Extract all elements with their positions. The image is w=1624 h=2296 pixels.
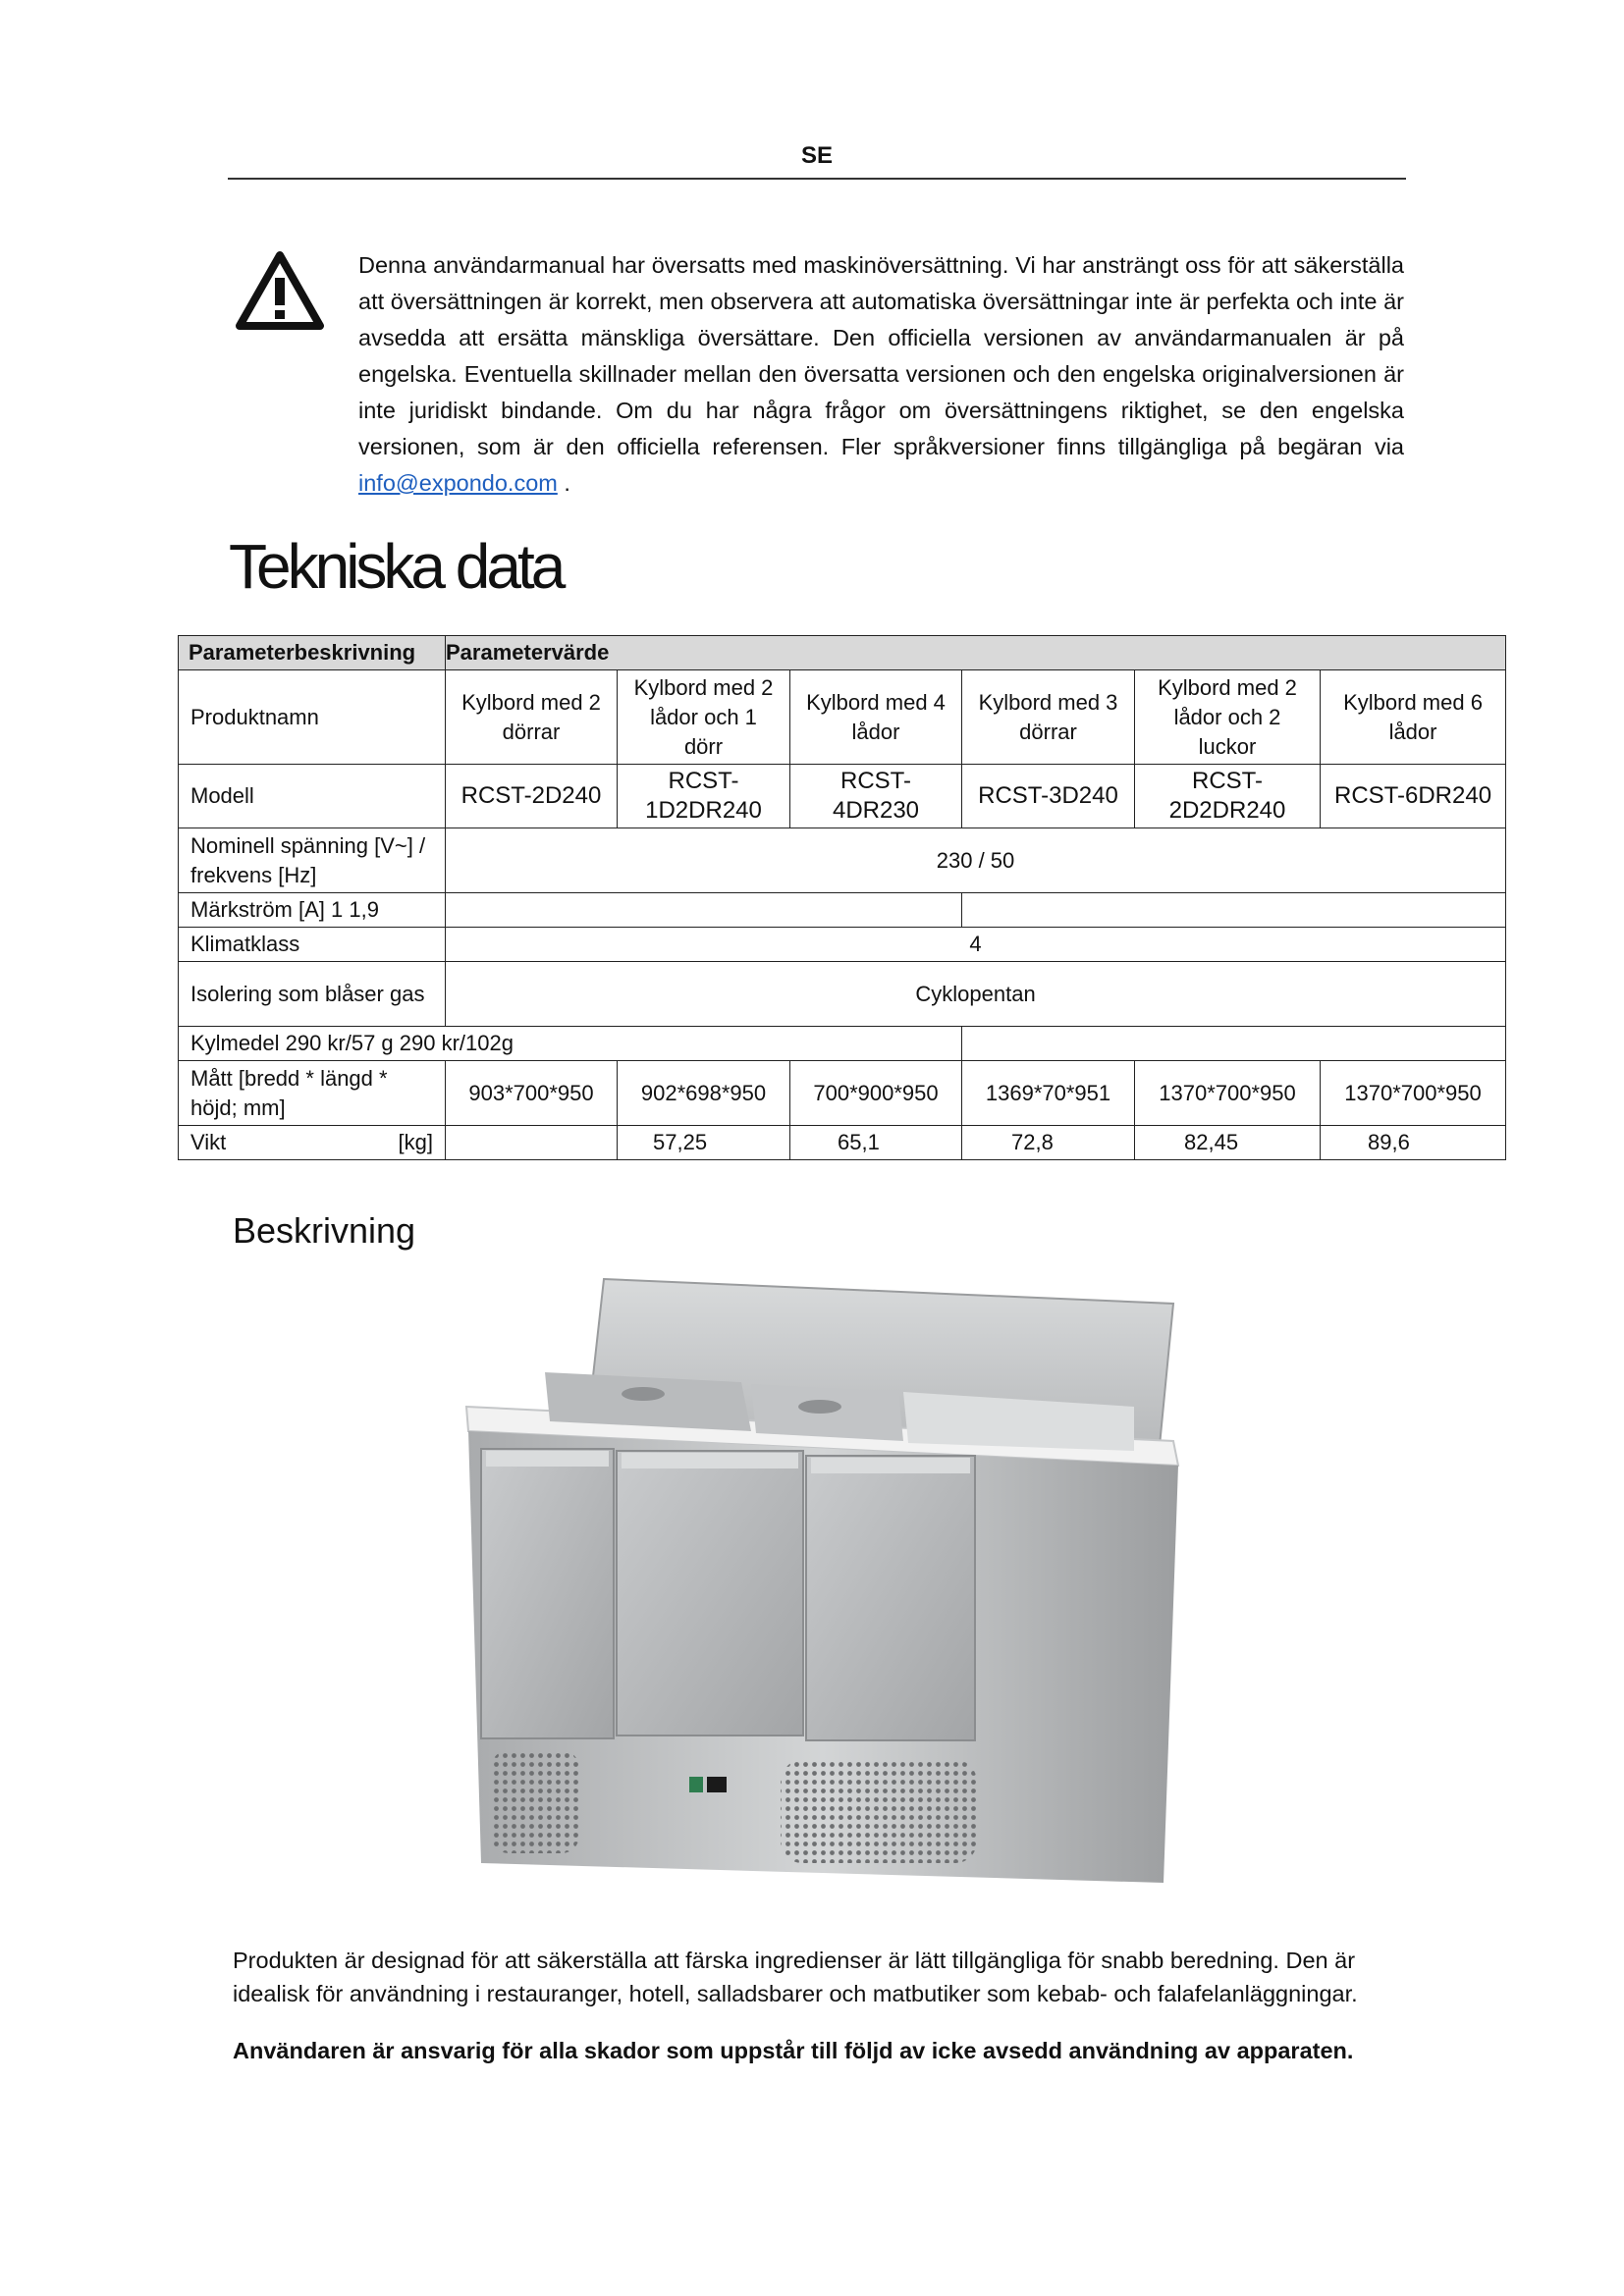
- table-row: [179, 928, 1506, 962]
- email-link[interactable]: info@expondo.com: [358, 470, 558, 496]
- section-heading: Beskrivning: [233, 1210, 416, 1251]
- table-cell: RCST-2D240: [446, 765, 618, 828]
- warning-icon: [236, 250, 324, 331]
- table-cell: [446, 893, 962, 928]
- table-cell: [962, 893, 1506, 928]
- row-label: Modell: [179, 765, 446, 828]
- table-row: [179, 1061, 1506, 1126]
- table-cell: 230 / 50: [446, 828, 1506, 893]
- table-cell: 89,6: [1321, 1126, 1506, 1160]
- table-cell: 902*698*950: [618, 1061, 790, 1126]
- page-language-header: SE: [800, 142, 833, 169]
- row-label: Isolering som blåser gas: [179, 962, 446, 1027]
- table-cell: 903*700*950: [446, 1061, 618, 1126]
- table-cell: 57,25: [618, 1126, 790, 1160]
- table-header-row: [179, 636, 1506, 670]
- table-cell: 1370*700*950: [1135, 1061, 1321, 1126]
- table-row: [179, 962, 1506, 1027]
- table-row: [179, 828, 1506, 893]
- table-row: [179, 893, 1506, 928]
- translation-notice: [358, 247, 1404, 502]
- table-cell: Kylbord med 2 lådor och 2 luckor: [1135, 670, 1321, 765]
- table-cell: Kylbord med 2 lådor och 1 dörr: [618, 670, 790, 765]
- header-value: Parametervärde: [446, 636, 1506, 670]
- table-row: [179, 765, 1506, 828]
- table-cell: RCST-1D2DR240: [618, 765, 790, 828]
- notice-end: .: [557, 470, 570, 496]
- table-cell: Kylbord med 3 dörrar: [962, 670, 1135, 765]
- row-label: Märkström [A] 1 1,9: [179, 893, 446, 928]
- row-label: Kylmedel 290 kr/57 g 290 kr/102g: [179, 1027, 962, 1061]
- weight-unit: [kg]: [398, 1130, 433, 1154]
- table-cell: Kylbord med 4 lådor: [790, 670, 962, 765]
- header-rule: [228, 178, 1406, 180]
- notice-text: Denna användarmanual har översatts med maskinöversättning. Vi har ansträngt oss för att säkerställa att översättningen är korrekt, men observera att automatiska översättningar inte är perfekta och inte är avsedda att ersätta mänskliga översättare. Den officiella versionen av användarmanualen är på engelska. Eventuella skillnader mellan den översatta versionen och den engelska originalversionen är inte juridiskt bindande. Om du har några frågor om översättningens riktighet, se den engelska versionen, som är den officiella referensen. Fler språkversioner finns tillgängliga på begäran via: [358, 252, 1404, 459]
- table-row: [179, 670, 1506, 765]
- table-cell: RCST-2D2DR240: [1135, 765, 1321, 828]
- page-title: Tekniska data: [229, 531, 563, 602]
- table-cell: Cyklopentan: [446, 962, 1506, 1027]
- table-row: [179, 1027, 1506, 1061]
- table-cell: 700*900*950: [790, 1061, 962, 1126]
- table-cell: 1370*700*950: [1321, 1061, 1506, 1126]
- table-cell: 65,1: [790, 1126, 962, 1160]
- spec-table: [178, 635, 1506, 1160]
- table-cell: [962, 1027, 1506, 1061]
- table-cell: 1369*70*951: [962, 1061, 1135, 1126]
- product-photo: [457, 1274, 1183, 1912]
- row-label: Nominell spänning [V~] / frekvens [Hz]: [179, 828, 446, 893]
- row-label: [179, 1126, 446, 1160]
- table-cell: Kylbord med 2 dörrar: [446, 670, 618, 765]
- table-cell: RCST-4DR230: [790, 765, 962, 828]
- weight-label: Vikt: [190, 1130, 227, 1154]
- description-text: Produkten är designad för att säkerställa att färska ingredienser är lätt tillgängliga för snabb beredning. Den är idealisk för användning i restauranger, hotell, salladsbarer och matbutiker som kebab- och falafelanläggningar.: [233, 1948, 1358, 2006]
- table-cell: Kylbord med 6 lådor: [1321, 670, 1506, 765]
- table-cell: 4: [446, 928, 1506, 962]
- table-cell: 82,45: [1135, 1126, 1321, 1160]
- header-param: Parameterbeskrivning: [179, 636, 446, 670]
- table-cell: 72,8: [962, 1126, 1135, 1160]
- table-row: [179, 1126, 1506, 1160]
- row-label: Mått [bredd * längd * höjd; mm]: [179, 1061, 446, 1126]
- table-cell: RCST-3D240: [962, 765, 1135, 828]
- responsibility-text: Användaren är ansvarig för alla skador som uppstår till följd av icke avsedd användning av apparaten.: [233, 2038, 1354, 2063]
- table-cell: [446, 1126, 618, 1160]
- row-label: Klimatklass: [179, 928, 446, 962]
- table-cell: RCST-6DR240: [1321, 765, 1506, 828]
- row-label: Produktnamn: [179, 670, 446, 765]
